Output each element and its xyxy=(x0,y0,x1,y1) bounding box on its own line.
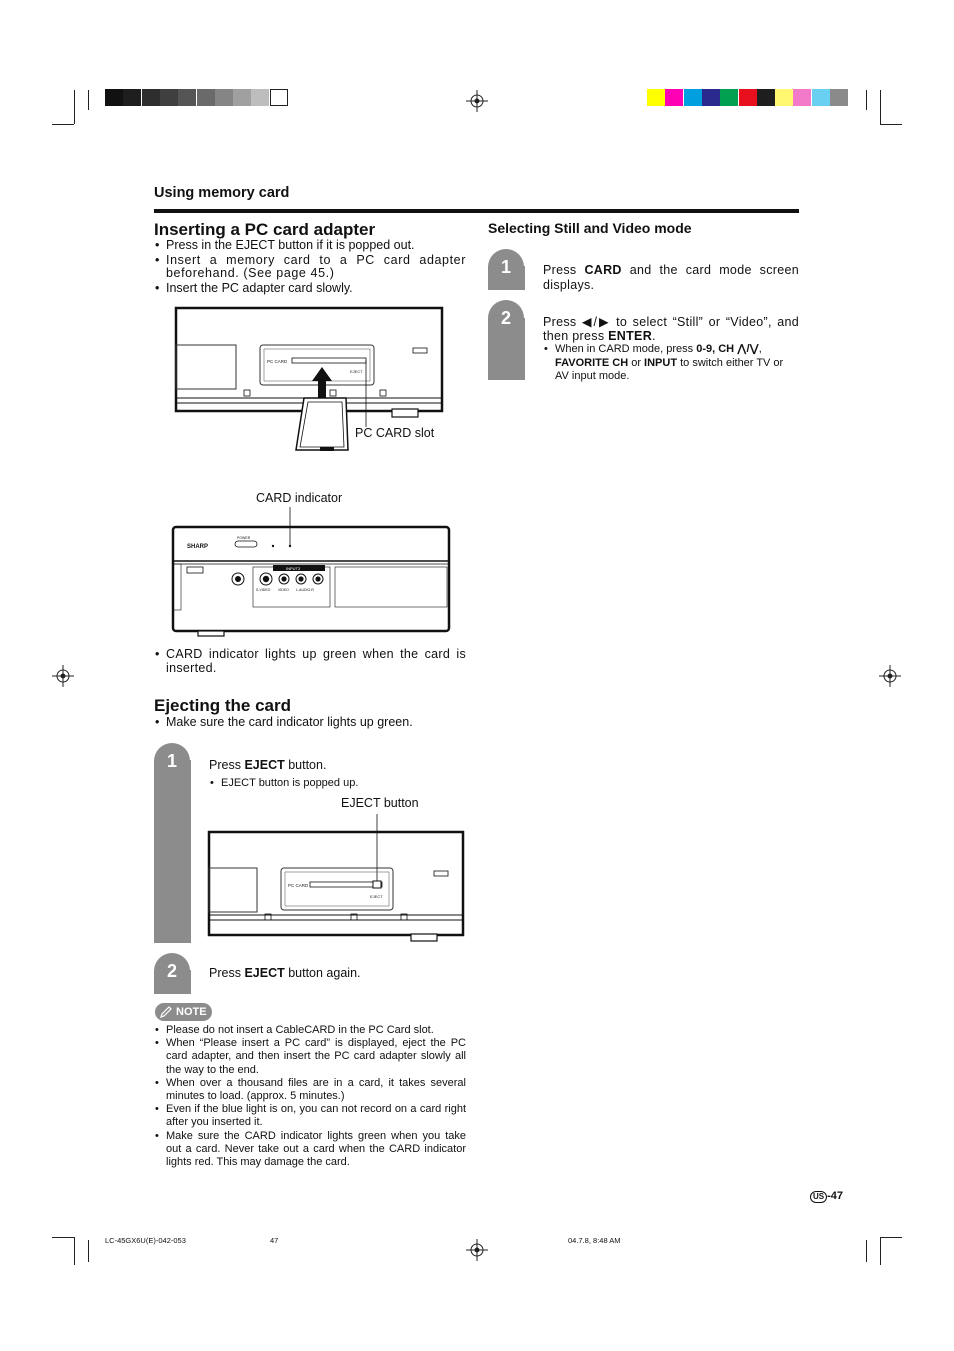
color-swatch xyxy=(757,89,775,106)
list-item: • Make sure the card indicator lights up green. xyxy=(155,716,466,730)
gray-swatch xyxy=(215,89,233,106)
color-swatch xyxy=(775,89,793,106)
mode-step-2-text: Press ◀/▶ to select “Still” or “Video”, and then press ENTER. xyxy=(543,315,799,343)
mode-step-1-number: 1 xyxy=(488,249,524,285)
power-label: POWER xyxy=(237,536,251,540)
color-swatch xyxy=(720,89,738,106)
color-swatch xyxy=(647,89,665,106)
eject-step-2-text: Press EJECT button again. xyxy=(209,966,361,980)
callout-eject-button: EJECT button xyxy=(341,796,419,810)
eject-step-1-number: 1 xyxy=(154,743,190,779)
region-badge: US xyxy=(810,1191,827,1203)
pc-card-label: PC CARD xyxy=(267,359,288,364)
video-label: VIDEO xyxy=(278,588,289,592)
eject-pc-card-label: PC CARD xyxy=(288,883,309,888)
gray-swatch xyxy=(178,89,196,106)
eject-bullet xyxy=(155,716,466,730)
mode-step-2-sub: • When in CARD mode, press 0-9, CH ⋀/⋁, FAVORITE CH or INPUT to switch either TV or AV input mode. xyxy=(544,343,799,384)
gray-swatch xyxy=(251,89,269,106)
list-item: • Make sure the CARD indicator lights green when you take out a card. Never take out a card when the CARD indicator lights red. This may damage the card. xyxy=(155,1130,466,1170)
eject-label: EJECT xyxy=(350,369,363,374)
gray-swatch xyxy=(142,89,160,106)
note-badge xyxy=(155,1003,212,1021)
mode-title: Selecting Still and Video mode xyxy=(488,220,692,236)
crosshair-icon xyxy=(879,665,901,687)
pencil-icon xyxy=(159,1005,173,1019)
gray-swatch xyxy=(270,89,288,106)
color-swatch xyxy=(684,89,702,106)
list-item: • CARD indicator lights up green when the card is inserted. xyxy=(155,648,466,675)
list-item: • Even if the blue light is on, you can not record on a card right after you inserted it. xyxy=(155,1103,466,1129)
list-item: • Insert the PC adapter card slowly. xyxy=(155,282,466,296)
color-swatch xyxy=(793,89,811,106)
color-swatch xyxy=(830,89,848,106)
insert-title: Inserting a PC card adapter xyxy=(154,220,376,239)
page-number: US -47 xyxy=(810,1190,843,1203)
list-item: • When “Please insert a PC card” is displayed, eject the PC card adapter, and then insert the PC card adapter slowly all the way to the end. xyxy=(155,1037,466,1077)
list-item: • Press in the EJECT button if it is popped out. xyxy=(155,239,466,253)
footer-filename: LC-45GX6U(E)-042-053 xyxy=(105,1236,186,1245)
crosshair-icon xyxy=(466,1239,488,1261)
svideo-label: S-VIDEO xyxy=(256,588,271,592)
gray-swatch xyxy=(233,89,251,106)
footer-sheet: 47 xyxy=(270,1236,279,1245)
brand-logo: SHARP xyxy=(187,544,209,550)
list-item: • Insert a memory card to a PC card adapter beforehand. (See page 45.) xyxy=(155,254,466,281)
color-swatch xyxy=(665,89,683,106)
note-label: NOTE xyxy=(176,1006,207,1018)
header-rule xyxy=(154,209,799,213)
color-swatch xyxy=(702,89,720,106)
indicator-note xyxy=(155,648,466,675)
list-item: • Please do not insert a CableCARD in the PC Card slot. xyxy=(155,1024,466,1037)
crosshair-icon xyxy=(466,90,488,112)
audio-label: L-AUDIO-R xyxy=(296,588,314,592)
color-swatch xyxy=(739,89,757,106)
eject-step-1-text: Press EJECT button. xyxy=(209,758,327,772)
eject-eject-label: EJECT xyxy=(370,894,383,899)
gray-swatch xyxy=(160,89,178,106)
eject-diagram xyxy=(205,810,467,945)
mode-step-2-number: 2 xyxy=(488,300,524,336)
footer-timestamp: 04.7.8, 8:48 AM xyxy=(568,1236,621,1245)
eject-step-2-number: 2 xyxy=(154,953,190,989)
gray-swatch xyxy=(197,89,215,106)
note-list xyxy=(155,1024,466,1169)
eject-title: Ejecting the card xyxy=(154,696,291,715)
gray-swatch xyxy=(105,89,123,106)
eject-step-1-bar xyxy=(154,760,191,943)
mode-step-1-text: Press CARD and the card mode screen displays. xyxy=(543,263,799,292)
callout-pc-card-slot: PC CARD slot xyxy=(355,426,435,440)
gray-swatch xyxy=(123,89,141,106)
input3-label: INPUT3 xyxy=(286,566,301,571)
list-item: • When over a thousand files are in a card, it takes several minutes to load. (approx. 5 minutes.) xyxy=(155,1077,466,1103)
crosshair-icon xyxy=(52,665,74,687)
insert-bullets xyxy=(155,239,466,295)
callout-card-indicator: CARD indicator xyxy=(256,491,343,505)
eject-step-1-sub: • EJECT button is popped up. xyxy=(210,777,358,790)
front-panel-diagram xyxy=(168,505,454,640)
section-label: Using memory card xyxy=(154,185,290,201)
color-swatch xyxy=(812,89,830,106)
